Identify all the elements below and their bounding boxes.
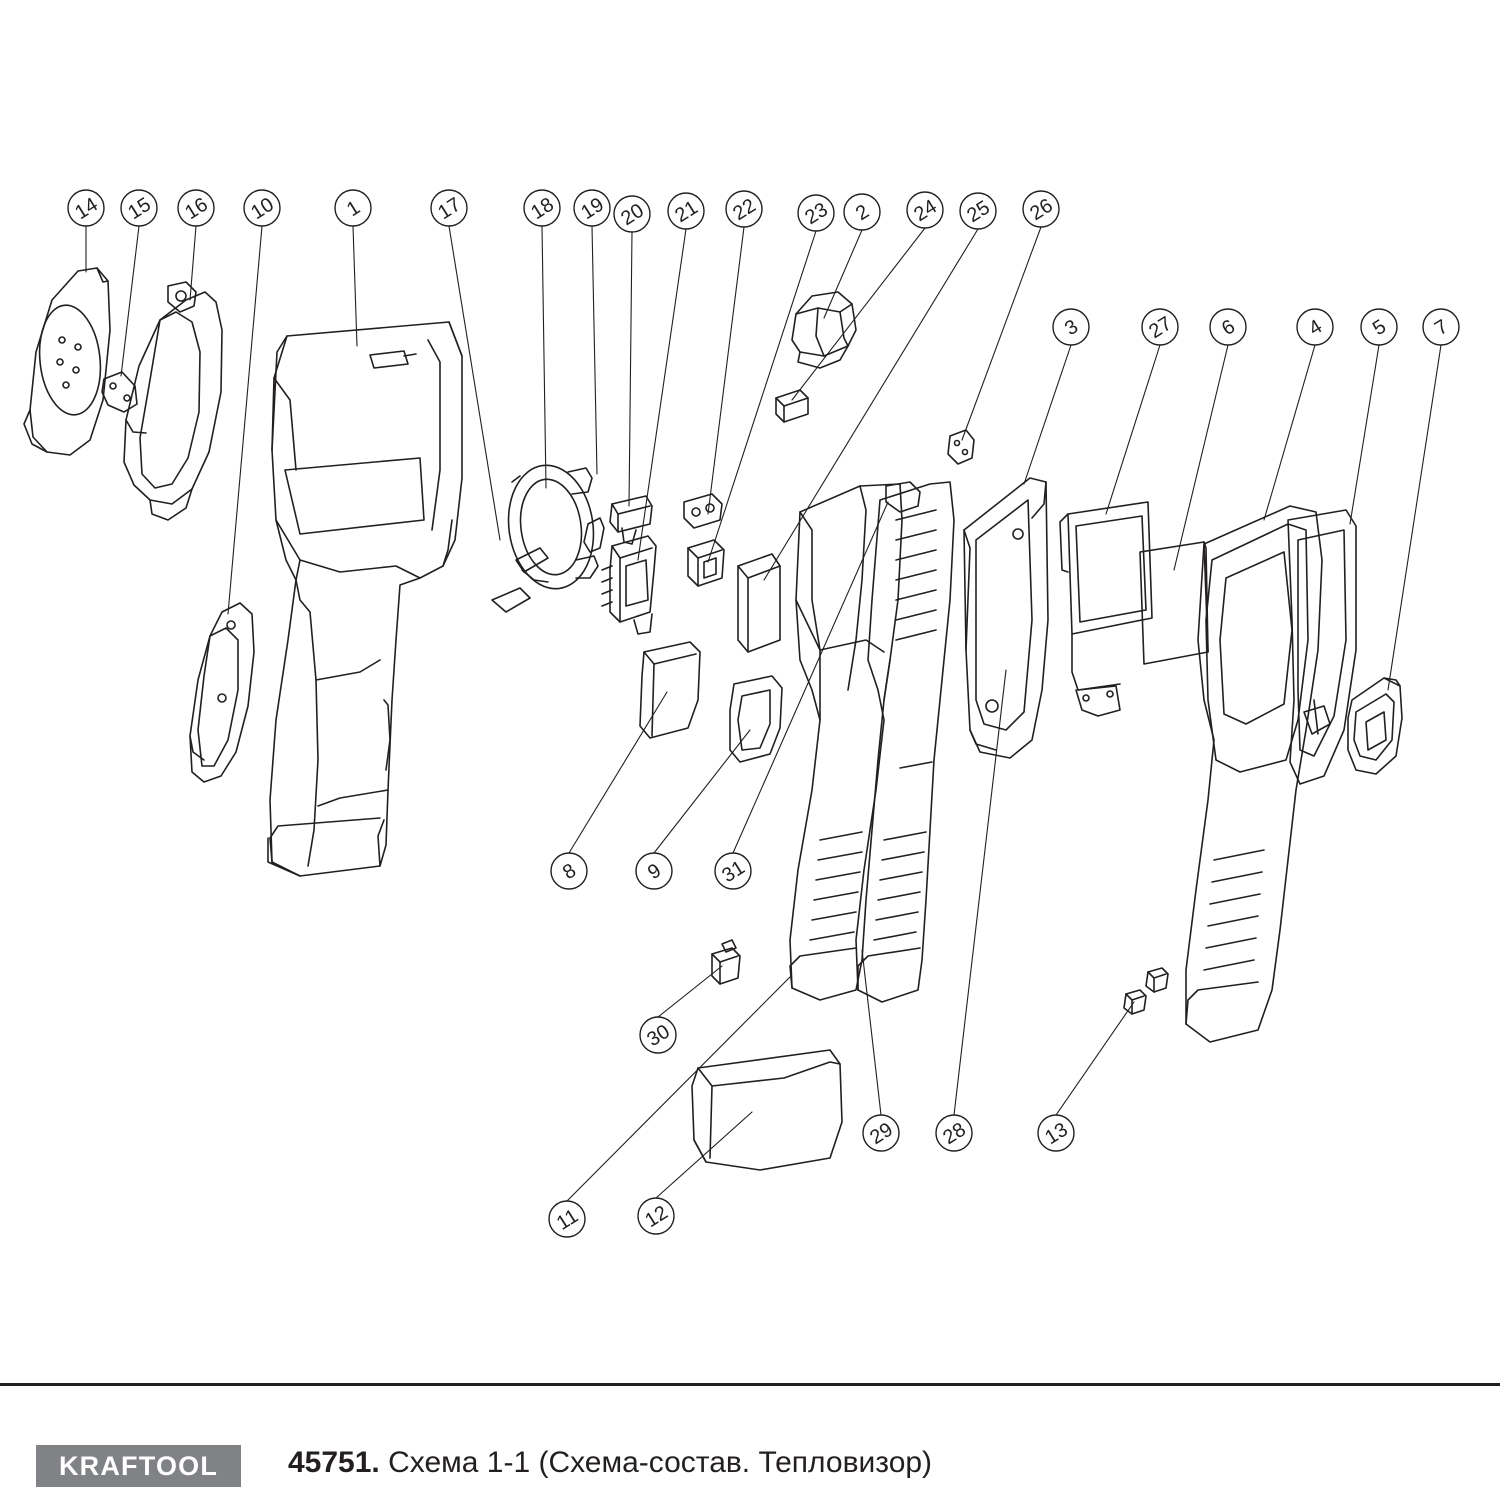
footer — [0, 1383, 1500, 1500]
callout-number: 9 — [643, 859, 666, 885]
callout-number: 28 — [939, 1118, 970, 1150]
callout-number: 24 — [910, 195, 941, 227]
part-8-lens-pad — [640, 642, 700, 738]
callout-number: 13 — [1041, 1118, 1072, 1150]
callout-26 — [1023, 191, 1059, 227]
part-3-inner-frame — [964, 478, 1048, 758]
callout-16 — [178, 190, 214, 226]
callout-number: 2 — [851, 200, 874, 226]
callout-31 — [715, 853, 751, 889]
callout-number: 30 — [643, 1020, 674, 1052]
part-1-front-housing — [268, 322, 462, 876]
callout-18 — [524, 190, 560, 226]
part-14-rear-pad — [24, 268, 110, 455]
part-9-lens-ring-cap — [730, 676, 782, 762]
callout-29 — [863, 1115, 899, 1151]
part-18-lens-ring — [501, 460, 601, 594]
callout-number: 7 — [1430, 315, 1453, 341]
callout-number: 21 — [671, 196, 702, 228]
callout-number: 4 — [1304, 315, 1327, 341]
callout-number: 18 — [527, 193, 558, 225]
callout-number: 29 — [866, 1118, 897, 1150]
part-22-washer-plate — [684, 494, 722, 528]
callout-number: 6 — [1217, 315, 1240, 341]
callout-1 — [335, 190, 371, 226]
callout-6 — [1210, 309, 1246, 345]
callout-30 — [640, 1017, 676, 1053]
callout-3 — [1053, 309, 1089, 345]
callout-number: 3 — [1060, 315, 1083, 341]
part-28-inner-chassis-rear — [856, 482, 954, 1002]
drawing-caption-text: Схема 1-1 (Схема-состав. Тепловизор) — [388, 1446, 933, 1479]
part-16-rear-boot — [124, 282, 222, 520]
callout-7 — [1423, 309, 1459, 345]
callout-number: 12 — [641, 1201, 672, 1233]
callout-22 — [726, 191, 762, 227]
brand-name: KRAFTOOL — [58, 1450, 219, 1481]
callout-number: 23 — [801, 198, 832, 230]
callout-5 — [1361, 309, 1397, 345]
callout-number: 27 — [1145, 312, 1176, 344]
part-12-rubber-cup — [692, 1050, 842, 1170]
part-23-small-bracket — [688, 540, 724, 586]
part-21-sensor-module — [602, 536, 656, 634]
callout-number: 16 — [181, 193, 212, 225]
callout-number: 10 — [247, 193, 278, 225]
footer-divider — [0, 1383, 1500, 1386]
callout-number: 14 — [71, 193, 102, 225]
callout-21 — [668, 193, 704, 229]
callout-20 — [614, 196, 650, 232]
drawing-title — [288, 1446, 932, 1480]
part-24-cable-clip — [776, 390, 808, 422]
callout-number: 22 — [729, 194, 760, 226]
callout-number: 15 — [124, 193, 155, 225]
callout-25 — [960, 193, 996, 229]
callout-28 — [936, 1115, 972, 1151]
part-26-tiny-gasket — [948, 430, 974, 464]
part-27-display-panel — [1060, 502, 1152, 716]
callout-number: 19 — [577, 193, 608, 225]
callout-15 — [121, 190, 157, 226]
callout-27 — [1142, 309, 1178, 345]
callout-12 — [638, 1198, 674, 1234]
callout-number: 1 — [342, 196, 365, 222]
callout-24 — [907, 192, 943, 228]
callout-9 — [636, 853, 672, 889]
part-5-rear-cover — [1288, 510, 1356, 784]
callout-13 — [1038, 1115, 1074, 1151]
part-10-side-grip — [190, 603, 254, 782]
part-31-inner-chassis-front — [790, 484, 902, 1000]
callout-number: 31 — [718, 856, 749, 888]
callout-number: 17 — [434, 193, 465, 225]
callout-2 — [844, 194, 880, 230]
drawing-code: 45751. — [288, 1446, 380, 1479]
callout-number: 26 — [1026, 194, 1057, 226]
callout-23 — [798, 195, 834, 231]
callout-number: 20 — [617, 199, 648, 231]
callout-number: 25 — [963, 196, 994, 228]
callout-17 — [431, 190, 467, 226]
callout-number: 8 — [558, 859, 581, 885]
callout-number: 11 — [552, 1205, 583, 1235]
brand-logo — [36, 1445, 241, 1487]
callout-10 — [244, 190, 280, 226]
callout-14 — [68, 190, 104, 226]
part-25-flex-cable — [738, 554, 780, 652]
callout-11 — [549, 1201, 585, 1237]
callout-number: 5 — [1368, 315, 1391, 341]
part-15-gasket — [102, 372, 137, 412]
callout-19 — [574, 190, 610, 226]
part-7-battery-latch — [1348, 678, 1402, 774]
callout-4 — [1297, 309, 1333, 345]
leader-lines — [86, 226, 1441, 1201]
callout-8 — [551, 853, 587, 889]
part-30-switch — [712, 940, 740, 984]
